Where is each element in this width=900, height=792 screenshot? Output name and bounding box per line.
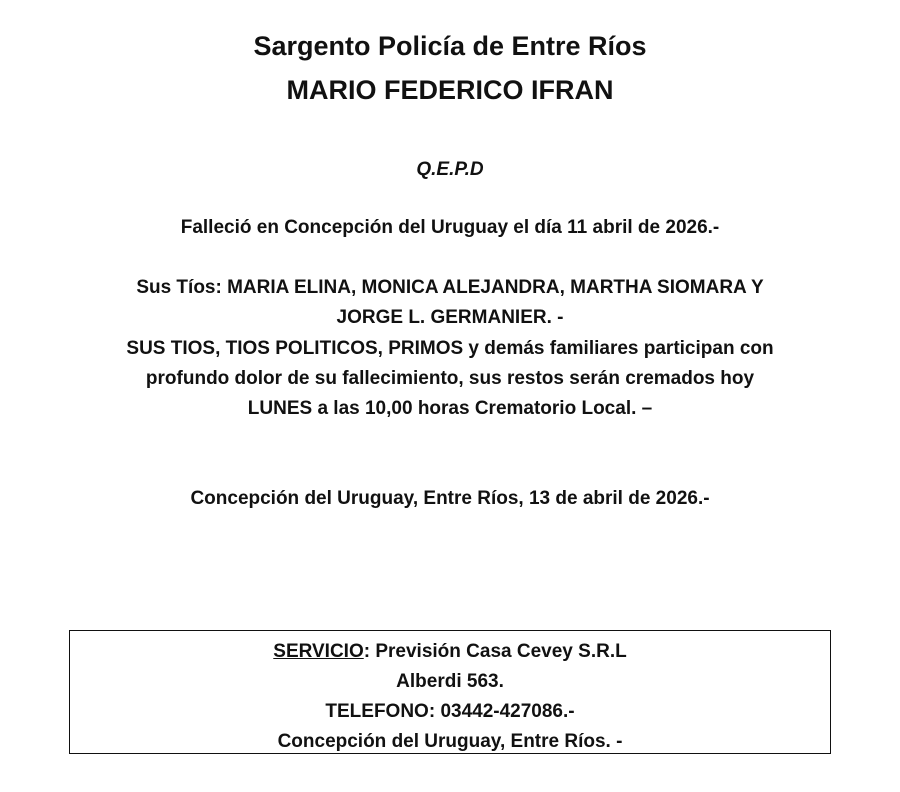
service-provider-line (70, 637, 830, 667)
relatives-line-2: JORGE L. GERMANIER. - (336, 307, 564, 328)
service-address: Alberdi 563. (396, 671, 504, 692)
place-date: Concepción del Uruguay, Entre Ríos, 13 de abril de 2026.- (190, 488, 710, 509)
qepd-text: Q.E.P.D (416, 159, 484, 180)
title-name: MARIO FEDERICO IFRAN (286, 75, 614, 105)
title-rank: Sargento Policía de Entre Ríos (253, 31, 647, 61)
announcement-paragraph (0, 334, 900, 424)
relatives-paragraph (0, 273, 900, 333)
service-content (70, 637, 830, 757)
announcement-line-2: profundo dolor de su fallecimiento, sus restos serán cremados hoy (145, 368, 755, 389)
announcement-line-1: SUS TIOS, TIOS POLITICOS, PRIMOS y demás familiares participan con (126, 338, 774, 359)
service-box (69, 630, 831, 754)
service-label: SERVICIO (273, 641, 364, 662)
death-notice: Falleció en Concepción del Uruguay el día 11 abril de 2026.- (180, 217, 720, 238)
service-phone: TELEFONO: 03442-427086.- (325, 701, 575, 722)
relatives-line-1: Sus Tíos: MARIA ELINA, MONICA ALEJANDRA, MARTHA SIOMARA Y (136, 277, 764, 298)
announcement-line-3: LUNES a las 10,00 horas Crematorio Local. – (247, 398, 653, 419)
service-city: Concepción del Uruguay, Entre Ríos. - (277, 731, 623, 752)
service-provider: : Previsión Casa Cevey S.R.L (363, 641, 627, 662)
